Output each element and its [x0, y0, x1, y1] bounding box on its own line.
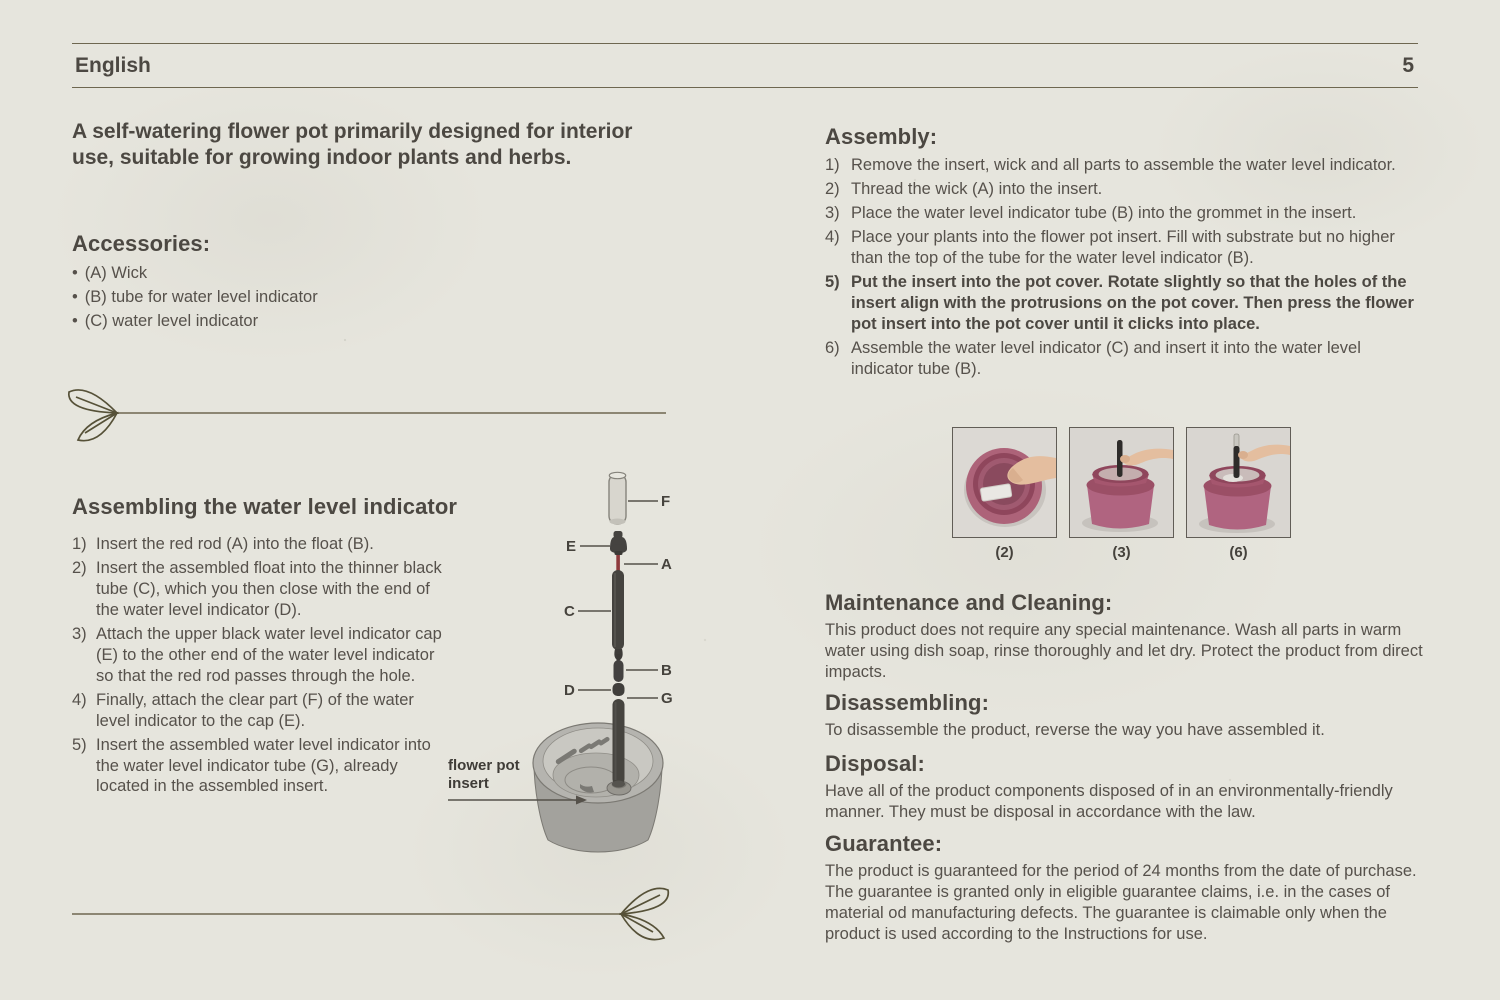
disassembling-section-title: Disassembling: — [825, 690, 990, 715]
list-item: • (B) tube for water level indicator — [72, 286, 492, 310]
guarantee-paragraph: The product is guaranteed for the period of 24 months from the date of purchase. The guarantee is granted only in eligible guarantee claims, i.e. in the cases of material od manufacturing defects. The guarantee is claimable only when the product is used according to the Instructions for use. — [825, 862, 1417, 943]
accessories-list — [72, 262, 492, 334]
list-item: 4) Place your plants into the flower pot insert. Fill with substrate but no higher than the top of the tube for the water level indicator (B). — [825, 227, 1395, 267]
page-header — [72, 43, 1418, 88]
accessories-title: Accessories: — [72, 231, 211, 256]
diagram-label-e: E — [566, 538, 577, 555]
list-item: 3) Place the water level indicator tube (B) into the grommet in the insert. — [825, 203, 1357, 222]
list-item: 6) Assemble the water level indicator (C) and insert it into the water level indicator tube (B). — [825, 338, 1361, 378]
leaf-sprig-icon — [621, 888, 668, 939]
list-item: 5) Insert the assembled water level indicator into the water level indicator tube (G), already located in the assembled insert. — [72, 735, 431, 796]
photo-step-3 — [1069, 427, 1174, 561]
photo-indicator-insert-image — [1187, 428, 1290, 537]
list-item-emphasized: 5) Put the insert into the pot cover. Rotate slightly so that the holes of the insert align with the protrusions on the pot cover. Then press the flower pot insert into the pot cover until it clicks into place. — [825, 272, 1414, 333]
diagram-label-a: A — [661, 556, 672, 573]
clear-tube-part — [609, 472, 626, 524]
leaf-divider-top — [60, 375, 672, 453]
list-item: 3) Attach the upper black water level indicator cap (E) to the other end of the water level indicator so that the red rod passes through the hole. — [72, 624, 442, 685]
pot-tube-part — [612, 699, 625, 788]
photo-caption: (3) — [1112, 544, 1131, 561]
diagram-label-b: B — [661, 662, 672, 679]
diagram-label-d: D — [564, 682, 575, 699]
maintenance-section-title: Maintenance and Cleaning: — [825, 590, 1113, 615]
page-number: 5 — [1402, 53, 1414, 77]
photo-step-6 — [1186, 427, 1291, 561]
language-label: English — [75, 53, 151, 77]
disposal-paragraph: Have all of the product components disposed of in an environmentally-friendly manner. They must be disposal in accordance with the law. — [825, 782, 1393, 821]
photo-caption: (6) — [1229, 544, 1248, 561]
water-level-indicator-diagram — [430, 458, 730, 862]
photo-step-2 — [952, 427, 1057, 561]
lower-cap-part — [613, 683, 625, 696]
photo-caption: (2) — [995, 544, 1014, 561]
flower-pot-insert-label-2: insert — [448, 775, 489, 792]
list-item: 1) Remove the insert, wick and all parts to assemble the water level indicator. — [825, 156, 1396, 174]
black-cap-part — [610, 531, 627, 555]
list-item: 4) Finally, attach the clear part (F) of the water level indicator to the cap (E). — [72, 690, 414, 730]
flower-pot-insert-label-1: flower pot — [448, 757, 520, 774]
list-item: 2) Insert the assembled float into the thinner black tube (C), which you then close with the end of the water level indicator (D). — [72, 558, 442, 619]
flower-pot-insert-drawing — [533, 723, 663, 852]
assembly-step-photos — [952, 427, 1291, 561]
list-item: 1) Insert the red rod (A) into the float (B). — [72, 535, 374, 553]
leaf-divider-bottom — [60, 866, 680, 950]
disassembling-paragraph: To disassemble the product, reverse the way you have assembled it. — [825, 721, 1325, 739]
list-item: 2) Thread the wick (A) into the insert. — [825, 179, 1103, 198]
indicator-tube-part — [614, 660, 624, 682]
disposal-section-title: Disposal: — [825, 751, 925, 776]
photo-wick-insert-image — [953, 428, 1056, 537]
photo-tube-insert-image — [1070, 428, 1173, 537]
list-item: • (C) water level indicator — [72, 310, 492, 334]
guarantee-section-title: Guarantee: — [825, 831, 943, 856]
list-item: • (A) Wick — [72, 262, 492, 286]
diagram-label-g: G — [661, 690, 673, 707]
maintenance-paragraph: This product does not require any special maintenance. Wash all parts in warm water using dish soap, rinse thoroughly and let dry. Protect the product from direct impacts. — [825, 621, 1423, 681]
diagram-label-c: C — [564, 603, 575, 620]
assembly-steps-list — [825, 155, 1425, 383]
leaf-sprig-icon — [69, 390, 117, 441]
intro-paragraph: A self-watering flower pot primarily designed for interior use, suitable for growing indoor plants and herbs. — [72, 120, 633, 170]
diagram-label-f: F — [661, 493, 671, 510]
red-rod-part — [616, 555, 620, 571]
thin-black-tube-part — [612, 570, 624, 660]
assembling-steps-list — [72, 534, 450, 800]
assembling-section-title: Assembling the water level indicator — [72, 494, 458, 519]
assembly-section-title: Assembly: — [825, 124, 938, 149]
